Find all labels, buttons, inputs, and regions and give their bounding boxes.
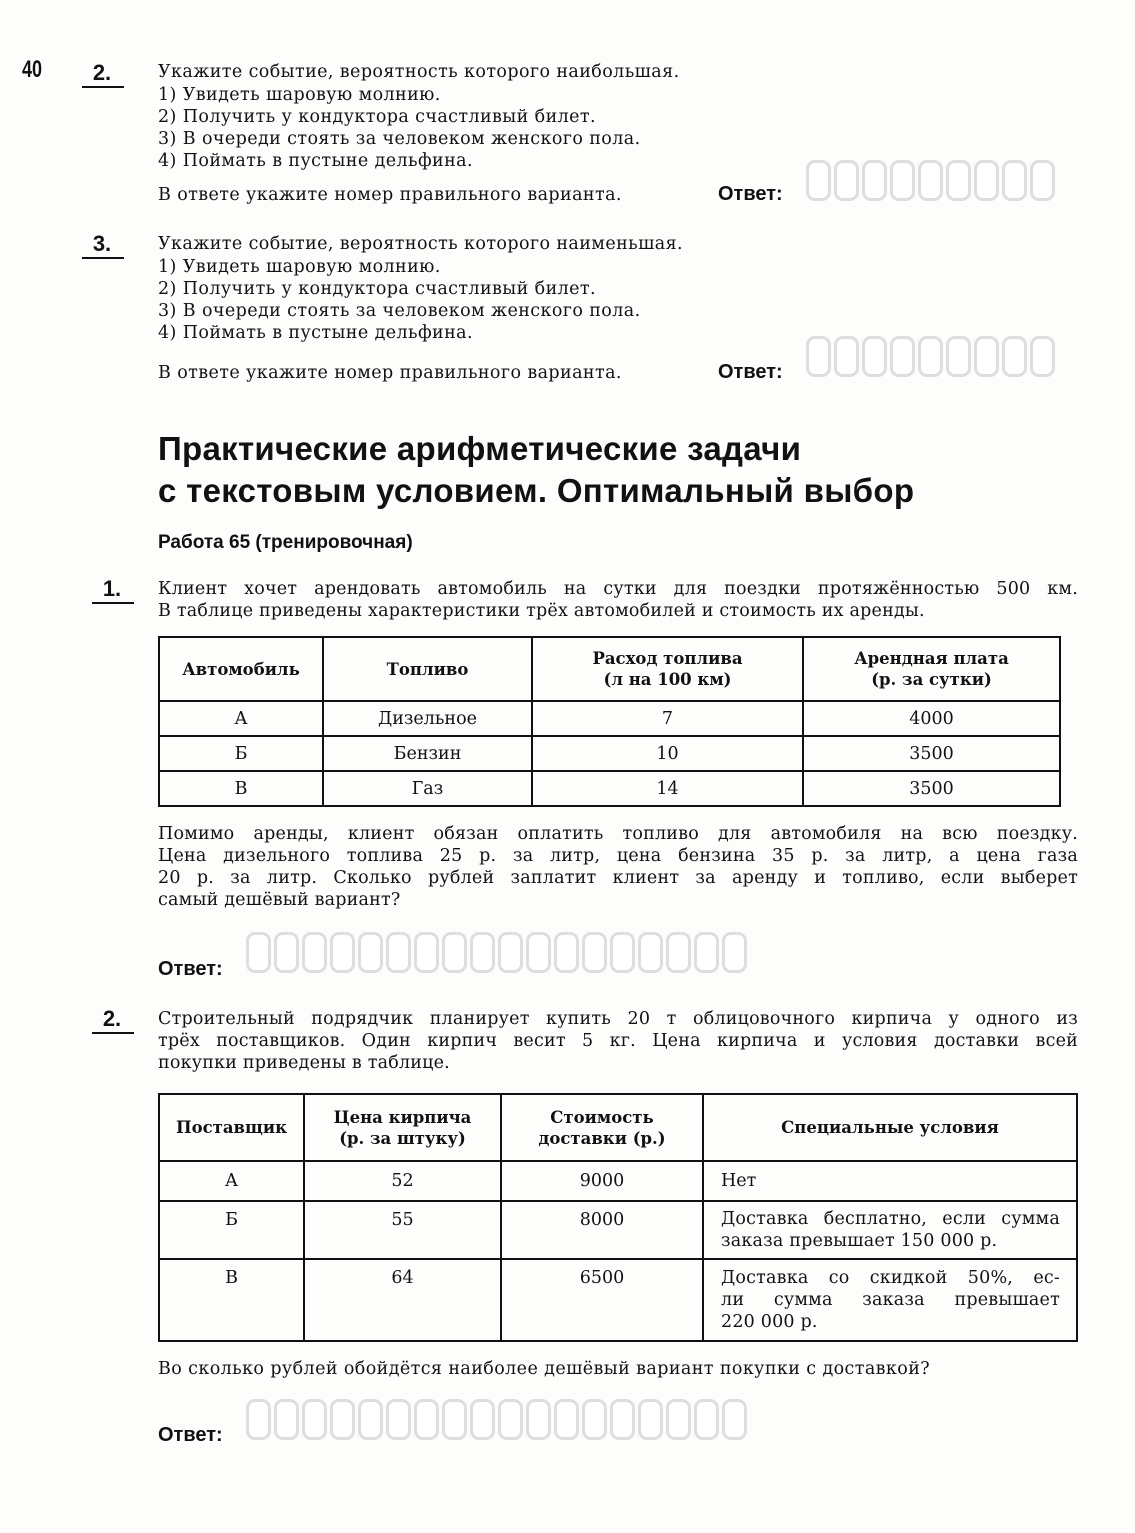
- page-number: 40: [22, 56, 43, 83]
- answer-boxes[interactable]: [806, 336, 1058, 377]
- table-row: В 64 6500 Доставка со скидкой 50%, ес- ли сумма заказа превышает 220 000 р.: [159, 1259, 1077, 1341]
- table-row: А Дизельное 7 4000: [159, 701, 1060, 736]
- option: 3) В очереди стоять за человеком женского пола.: [158, 129, 641, 149]
- answer-label: Ответ:: [718, 361, 783, 383]
- table-row: В Газ 14 3500: [159, 771, 1060, 806]
- task-number: 3.: [92, 231, 112, 256]
- option: 1) Увидеть шаровую молнию.: [158, 257, 441, 277]
- option: 2) Получить у кондуктора счастливый билет.: [158, 279, 596, 299]
- task-body: Помимо аренды, клиент обязан оплатить топливо для автомобиля на всю поездку. Цена дизельного топлива 25 р. за литр, цена бензина 35 р. за литр, а цена газа 20 р. за литр. Сколько рублей заплатит клиент за аренду и топливо, если выберет самый дешёвый вариант?: [158, 824, 1078, 910]
- task-number: 1.: [102, 576, 122, 601]
- header-cell: Поставщик: [159, 1094, 304, 1161]
- header-cell: Стоимость доставки (р.): [501, 1094, 703, 1161]
- header-cell: Топливо: [323, 637, 532, 701]
- task-number: 2.: [102, 1006, 122, 1031]
- table-row: А 52 9000 Нет: [159, 1161, 1077, 1201]
- answer-boxes[interactable]: [246, 932, 750, 973]
- task-question: Укажите событие, вероятность которого наибольшая.: [158, 62, 680, 82]
- option: 4) Поймать в пустыне дельфина.: [158, 151, 473, 171]
- section-title: с текстовым условием. Оптимальный выбор: [158, 472, 915, 509]
- section-title: Практические арифметические задачи: [158, 430, 802, 467]
- table-header-row: [159, 637, 1060, 701]
- task-number-underline: [82, 86, 124, 88]
- instruction: В ответе укажите номер правильного варианта.: [158, 185, 622, 205]
- table-header-row: [159, 1094, 1077, 1161]
- header-cell: Автомобиль: [159, 637, 323, 701]
- answer-label: Ответ:: [158, 1424, 223, 1446]
- work-title: Работа 65 (тренировочная): [158, 532, 413, 553]
- answer-boxes[interactable]: [806, 160, 1058, 201]
- task-number-underline: [92, 602, 134, 604]
- task-number-underline: [92, 1032, 134, 1034]
- answer-label: Ответ:: [718, 183, 783, 205]
- option: 1) Увидеть шаровую молнию.: [158, 85, 441, 105]
- supplier-table: [158, 1093, 1078, 1342]
- table-row: Б 55 8000 Доставка бесплатно, если сумма заказа превышает 150 000 р.: [159, 1201, 1077, 1259]
- header-cell: Специальные условия: [703, 1094, 1077, 1161]
- task-intro: Клиент хочет арендовать автомобиль на сутки для поездки протяжённостью 500 км. В таблице приведены характеристики трёх автомобилей и стоимость их аренды.: [158, 579, 1078, 621]
- answer-label: Ответ:: [158, 958, 223, 980]
- task-number: 2.: [92, 60, 112, 85]
- option: 2) Получить у кондуктора счастливый билет.: [158, 107, 596, 127]
- option: 4) Поймать в пустыне дельфина.: [158, 323, 473, 343]
- task-number-underline: [82, 257, 124, 259]
- car-table: [158, 636, 1061, 807]
- header-cell: Цена кирпича (р. за штуку): [304, 1094, 501, 1161]
- task-question: Во сколько рублей обойдётся наиболее дешёвый вариант покупки с доставкой?: [158, 1359, 931, 1379]
- task-intro: Строительный подрядчик планирует купить 20 т облицовочного кирпича у одного из трёх поставщиков. Один кирпич весит 5 кг. Цена кирпича и условия доставки всей покупки приведены в таблице.: [158, 1009, 1078, 1073]
- instruction: В ответе укажите номер правильного варианта.: [158, 363, 622, 383]
- task-question: Укажите событие, вероятность которого наименьшая.: [158, 234, 683, 254]
- header-cell: Расход топлива (л на 100 км): [532, 637, 803, 701]
- answer-boxes[interactable]: [246, 1399, 750, 1440]
- header-cell: Арендная плата (р. за сутки): [803, 637, 1060, 701]
- option: 3) В очереди стоять за человеком женского пола.: [158, 301, 641, 321]
- table-row: Б Бензин 10 3500: [159, 736, 1060, 771]
